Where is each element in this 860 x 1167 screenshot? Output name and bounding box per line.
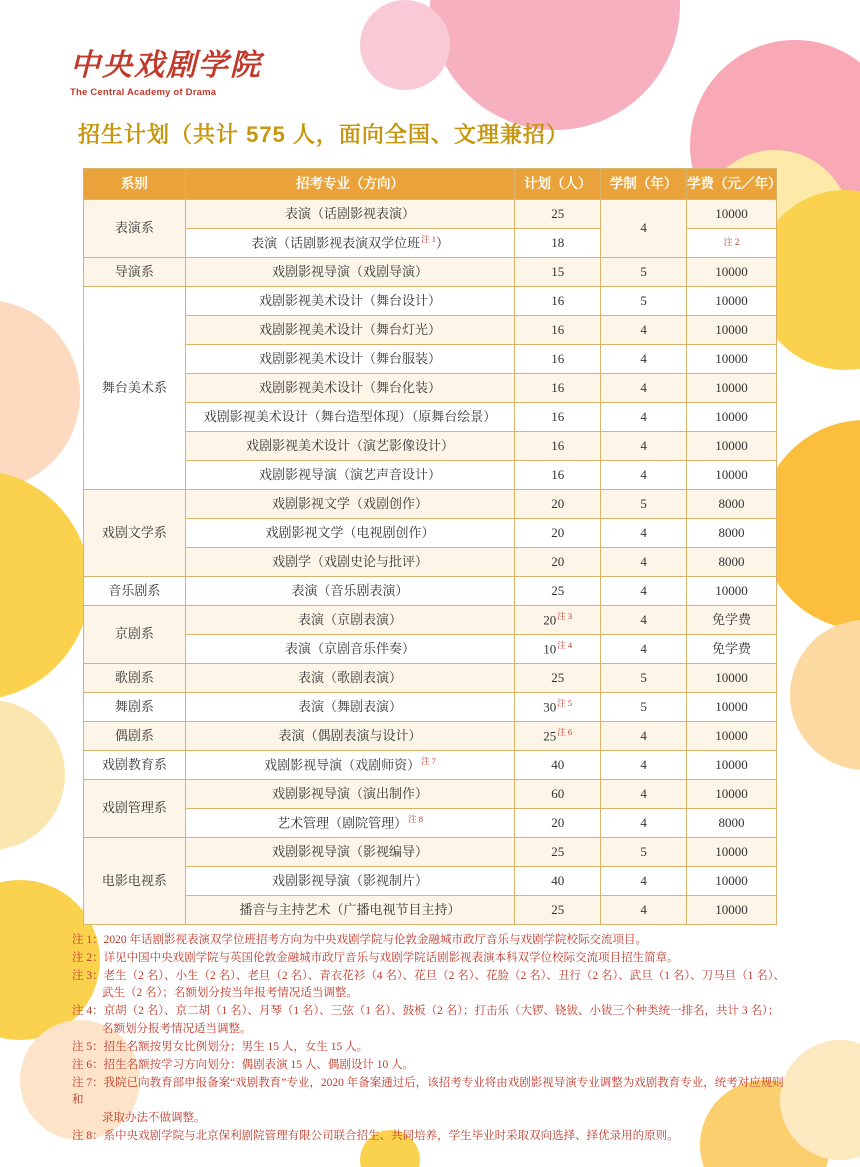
cell-department: 舞台美术系 [84, 287, 186, 490]
cell-years: 4 [601, 722, 687, 751]
cell-department: 戏剧管理系 [84, 780, 186, 838]
cell-fee: 10000 [687, 374, 777, 403]
table-row [84, 200, 777, 229]
cell-years: 4 [601, 200, 687, 258]
cell-major: 戏剧影视美术设计（舞台设计） [185, 287, 514, 316]
cell-fee: 10000 [687, 896, 777, 925]
cell-department: 歌剧系 [84, 664, 186, 693]
cell-plan-count: 25 [515, 896, 601, 925]
note-line: 注 8：系中央戏剧学院与北京保利剧院管理有限公司联合招生、共同培养，学生毕业时采取双向选择、择优录用的原则。 [72, 1129, 679, 1142]
logo-english-name: The Central Academy of Drama [70, 87, 217, 98]
cell-major: 艺术管理（剧院管理）$^{注 8}$ [185, 809, 514, 838]
column-header-plan: 计划（人） [515, 169, 601, 200]
cell-years: 4 [601, 316, 687, 345]
cell-years: 4 [601, 635, 687, 664]
footnote-marker: 注 5 [557, 698, 573, 709]
cell-plan-count: $10^{注 4}$ [515, 635, 601, 664]
cell-major: 表演（京剧音乐伴奏） [185, 635, 514, 664]
cell-plan-count: 25 [515, 577, 601, 606]
cell-major: 表演（偶剧表演与设计） [185, 722, 514, 751]
academy-logo [70, 40, 262, 98]
cell-fee: 8000 [687, 548, 777, 577]
cell-years: 4 [601, 606, 687, 635]
cell-years: 4 [601, 751, 687, 780]
cell-years: 4 [601, 519, 687, 548]
cell-years: 4 [601, 374, 687, 403]
table-row [84, 693, 777, 722]
cell-plan-count: 25 [515, 664, 601, 693]
cell-fee: 10000 [687, 461, 777, 490]
footnote-marker: 注 1 [421, 234, 436, 245]
cell-plan-count: $30^{注 5}$ [515, 693, 601, 722]
cell-years: 4 [601, 345, 687, 374]
cell-years: 5 [601, 664, 687, 693]
table-header [84, 169, 782, 200]
cell-major: 戏剧影视导演（戏剧师资）$^{注 7}$ [185, 751, 514, 780]
column-header-years: 学制（年） [601, 169, 687, 200]
cell-department: 京剧系 [84, 606, 186, 664]
notes-block [72, 932, 788, 1146]
note-line: 名额划分报考情况适当调整。 [102, 1023, 252, 1036]
column-header-department: 系别 [84, 169, 186, 200]
cell-plan-count: 15 [515, 258, 601, 287]
table-row [84, 258, 777, 287]
cell-plan-count: 16 [515, 345, 601, 374]
cell-plan-count: 18 [515, 229, 601, 258]
cell-major: 表演（京剧表演） [185, 606, 514, 635]
cell-department: 表演系 [84, 200, 186, 258]
column-header-major: 招考专业（方向） [185, 169, 514, 200]
table-row [84, 490, 777, 519]
table-row [84, 519, 777, 548]
cell-fee: 8000 [687, 519, 777, 548]
cell-major: 戏剧影视导演（戏剧导演） [185, 258, 514, 287]
cell-major: 戏剧影视导演（影视制片） [185, 867, 514, 896]
table-row [84, 432, 777, 461]
note-line: 注 4：京胡（2 名）、京二胡（1 名）、月琴（1 名）、三弦（1 名）、鼓板（2 名）；打击乐（大锣、铙钹、小钹三个种类统一排名，共计 3 名）； [72, 1005, 780, 1018]
table-header-row [84, 169, 777, 200]
cell-department: 电影电视系 [84, 838, 186, 925]
cell-years: 4 [601, 461, 687, 490]
cell-plan-count: 20 [515, 490, 601, 519]
cell-years: 5 [601, 693, 687, 722]
cell-years: 5 [601, 287, 687, 316]
cell-plan-count: $25^{注 6}$ [515, 722, 601, 751]
cell-major: 戏剧影视文学（戏剧创作） [185, 490, 514, 519]
cell-years: 5 [601, 838, 687, 867]
cell-years: 4 [601, 403, 687, 432]
cell-plan-count: 16 [515, 374, 601, 403]
note-line: 注 2：详见中国中央戏剧学院与英国伦敦金融城市政厅音乐与戏剧学院话剧影视表演本科双学位校际交流项目招生简章。 [72, 951, 679, 964]
cell-years: 5 [601, 490, 687, 519]
cell-fee: 免学费 [687, 606, 777, 635]
cell-fee: 10000 [687, 722, 777, 751]
cell-fee: 10000 [687, 693, 777, 722]
cell-major: 戏剧影视文学（电视剧创作） [185, 519, 514, 548]
table-row [84, 867, 777, 896]
cell-major: 戏剧影视美术设计（舞台灯光） [185, 316, 514, 345]
table-row [84, 838, 777, 867]
admission-plan-table [83, 168, 782, 925]
cell-plan-count: 25 [515, 838, 601, 867]
table-row [84, 577, 777, 606]
footnote-marker: 注 7 [421, 756, 436, 767]
footnote-marker: 注 4 [557, 640, 573, 651]
cell-department: 戏剧教育系 [84, 751, 186, 780]
cell-plan-count: 16 [515, 287, 601, 316]
note-line: 武生（2 名）；名额划分按当年报考情况适当调整。 [102, 987, 358, 1000]
cell-plan-count: 16 [515, 461, 601, 490]
cell-years: 4 [601, 780, 687, 809]
cell-major: 表演（话剧影视表演双学位班$^{注 1}$） [185, 229, 514, 258]
cell-department: 戏剧文学系 [84, 490, 186, 577]
cell-fee: 10000 [687, 345, 777, 374]
table-body [84, 200, 777, 925]
cell-plan-count: 16 [515, 316, 601, 345]
cell-years: 4 [601, 896, 687, 925]
cell-major: 播音与主持艺术（广播电视节目主持） [185, 896, 514, 925]
cell-major: 戏剧影视美术设计（舞台化装） [185, 374, 514, 403]
table-row [84, 403, 777, 432]
table-row [84, 287, 777, 316]
cell-major: 戏剧影视美术设计（演艺影像设计） [185, 432, 514, 461]
cell-plan-count: 16 [515, 403, 601, 432]
cell-plan-count: 40 [515, 867, 601, 896]
cell-fee: 免学费 [687, 635, 777, 664]
cell-major: 戏剧学（戏剧史论与批评） [185, 548, 514, 577]
cell-major: 戏剧影视美术设计（舞台服装） [185, 345, 514, 374]
table-row [84, 664, 777, 693]
table-row [84, 606, 777, 635]
cell-years: 4 [601, 809, 687, 838]
cell-fee: 10000 [687, 200, 777, 229]
cell-major: 表演（舞剧表演） [185, 693, 514, 722]
note-line: 注 6：招生名额按学习方向划分：偶剧表演 15 人、偶剧设计 10 人。 [72, 1058, 415, 1071]
cell-major: 表演（话剧影视表演） [185, 200, 514, 229]
cell-fee: 8000 [687, 809, 777, 838]
cell-major: 戏剧影视导演（演艺声音设计） [185, 461, 514, 490]
table-row [84, 635, 777, 664]
cell-department: 舞剧系 [84, 693, 186, 722]
cell-department: 音乐剧系 [84, 577, 186, 606]
cell-years: 4 [601, 432, 687, 461]
table-row [84, 461, 777, 490]
cell-major: 表演（歌剧表演） [185, 664, 514, 693]
cell-fee: 注 2 [687, 229, 777, 258]
table-row [84, 722, 777, 751]
table-row [84, 809, 777, 838]
logo-chinese-name: 中央戏剧学院 [70, 49, 262, 82]
footnote-marker: 注 3 [557, 611, 573, 622]
cell-fee: 10000 [687, 432, 777, 461]
cell-fee: 10000 [687, 838, 777, 867]
table-row [84, 548, 777, 577]
cell-fee: 10000 [687, 577, 777, 606]
cell-plan-count: 20 [515, 548, 601, 577]
cell-plan-count: 60 [515, 780, 601, 809]
cell-fee: 10000 [687, 403, 777, 432]
cell-major: 戏剧影视导演（影视编导） [185, 838, 514, 867]
admission-plan-table-container [83, 168, 782, 925]
cell-fee: 10000 [687, 258, 777, 287]
cell-years: 4 [601, 577, 687, 606]
cell-major: 戏剧影视美术设计（舞台造型体现）（原舞台绘景） [185, 403, 514, 432]
table-row [84, 780, 777, 809]
cell-fee: 10000 [687, 867, 777, 896]
note-line: 注 3：老生（2 名）、小生（2 名）、老旦（2 名）、青衣花衫（4 名）、花旦（2 名）、花脸（2 名）、丑行（2 名）、武旦（1 名）、刀马旦（1 名）、 [72, 969, 785, 982]
footnote-marker: 注 8 [408, 814, 423, 825]
table-row [84, 345, 777, 374]
cell-fee: 10000 [687, 287, 777, 316]
cell-years: 4 [601, 867, 687, 896]
cell-plan-count: 16 [515, 432, 601, 461]
cell-plan-count: $20^{注 3}$ [515, 606, 601, 635]
note-line: 注 7：我院已向教育部申报备案“戏剧教育”专业，2020 年备案通过后，该招考专业将由戏剧影视导演专业调整为戏剧教育专业，统考对应规则和 [72, 1076, 784, 1107]
cell-department: 导演系 [84, 258, 186, 287]
table-row [84, 316, 777, 345]
note-line: 注 1：2020 年话剧影视表演双学位班招考方向为中央戏剧学院与伦敦金融城市政厅音乐与戏剧学院校际交流项目。 [72, 934, 647, 946]
column-header-fee: 学费（元／年） [687, 169, 777, 200]
cell-fee: 10000 [687, 751, 777, 780]
cell-fee: 8000 [687, 490, 777, 519]
cell-plan-count: 20 [515, 809, 601, 838]
cell-years: 4 [601, 548, 687, 577]
cell-major: 表演（音乐剧表演） [185, 577, 514, 606]
footnote-marker: 注 6 [557, 727, 573, 738]
table-row [84, 896, 777, 925]
cell-fee: 10000 [687, 780, 777, 809]
cell-plan-count: 25 [515, 200, 601, 229]
table-row [84, 751, 777, 780]
cell-fee: 10000 [687, 316, 777, 345]
cell-major: 戏剧影视导演（演出制作） [185, 780, 514, 809]
page-title: 招生计划（共计 575 人，面向全国、文理兼招） [78, 122, 569, 147]
cell-fee: 10000 [687, 664, 777, 693]
cell-years: 5 [601, 258, 687, 287]
cell-plan-count: 20 [515, 519, 601, 548]
note-line: 注 5：招生名额按男女比例划分；男生 15 人，女生 15 人。 [72, 1040, 369, 1053]
cell-plan-count: 40 [515, 751, 601, 780]
cell-department: 偶剧系 [84, 722, 186, 751]
note-line: 录取办法不做调整。 [102, 1112, 206, 1125]
table-row [84, 374, 777, 403]
